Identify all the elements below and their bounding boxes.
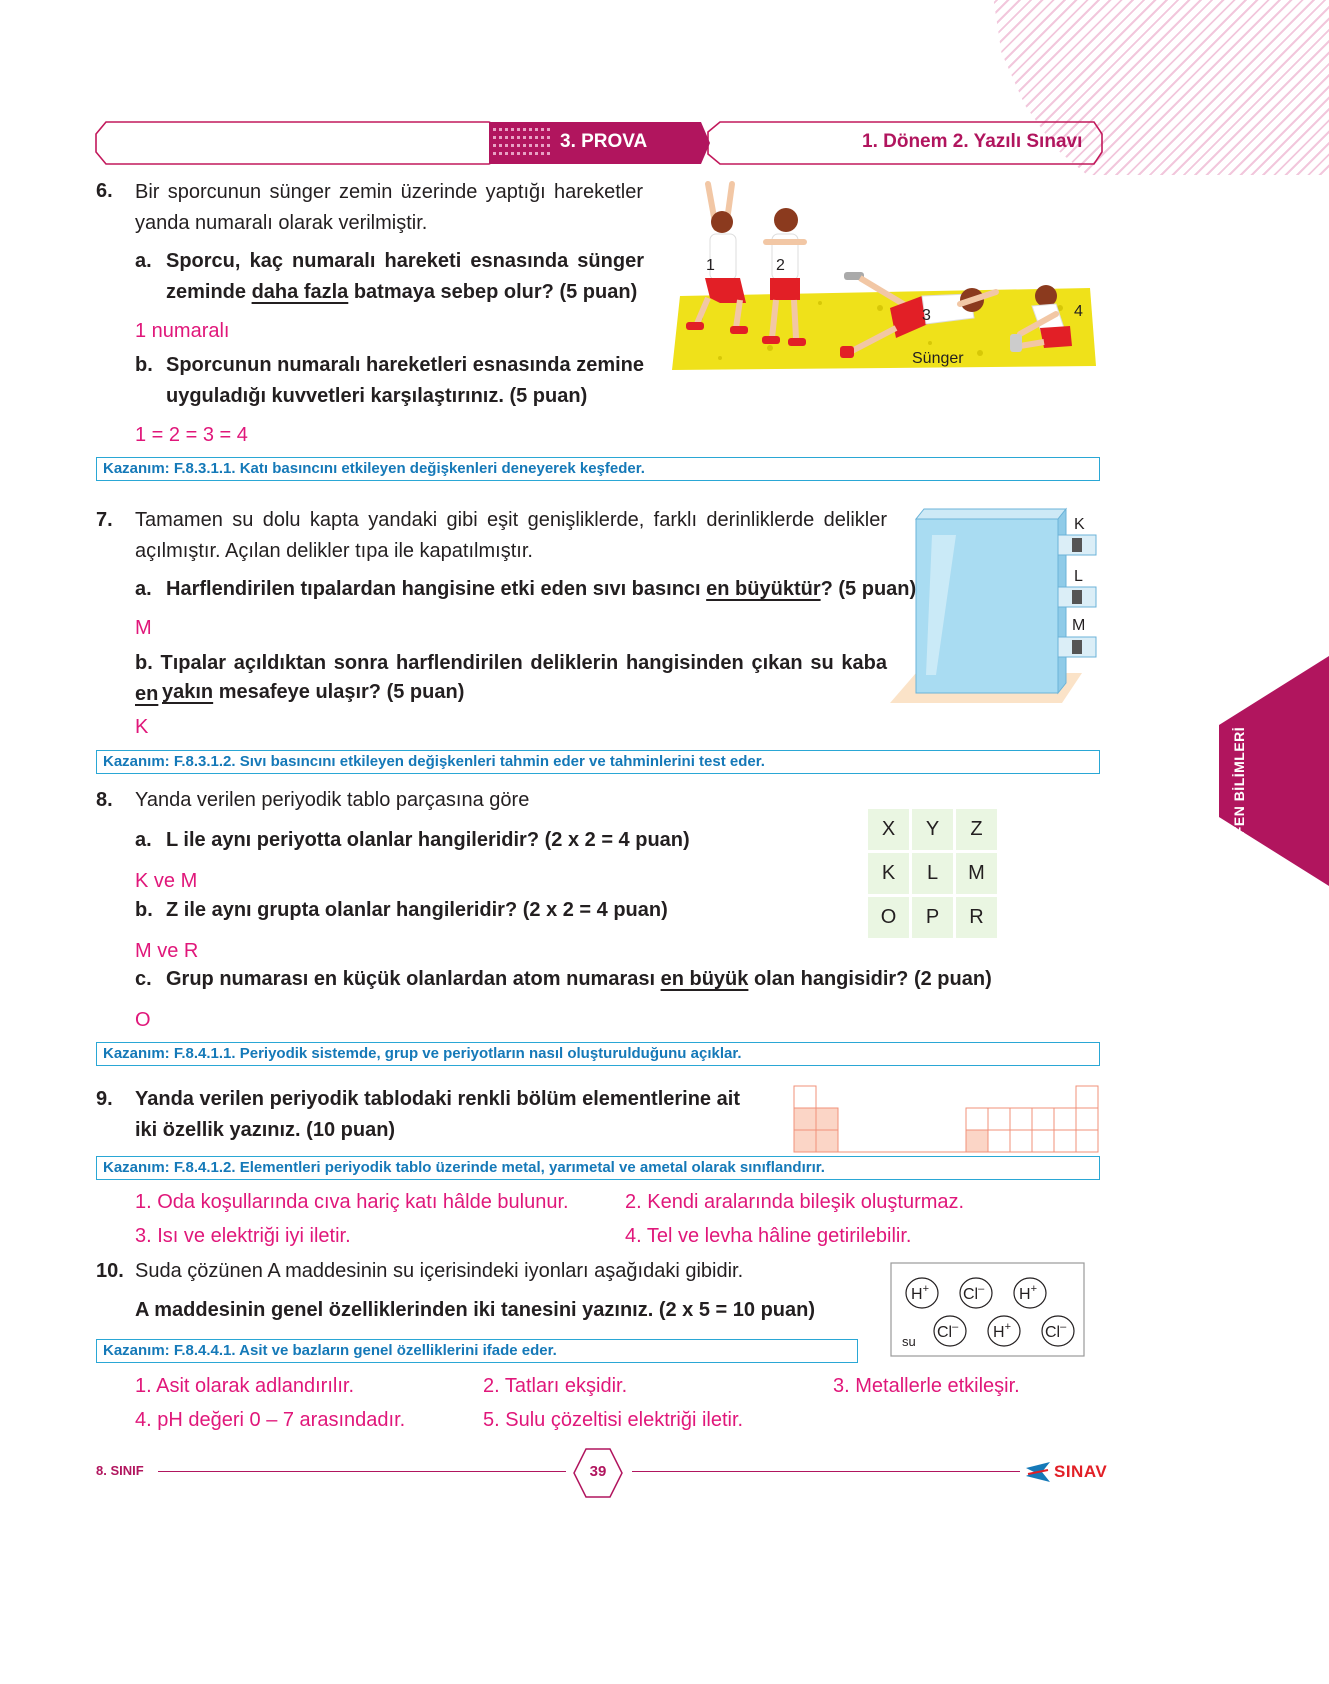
q10-question: A maddesinin genel özelliklerinden iki tanesini yazınız. (2 x 5 = 10 puan) xyxy=(135,1299,816,1321)
q7b-answer: K xyxy=(135,716,149,738)
ion-h-1: H+ xyxy=(911,1283,929,1303)
q8b-letter: b. xyxy=(135,899,153,921)
label-l: L xyxy=(1074,568,1083,585)
q8a-letter: a. xyxy=(135,829,152,851)
subject-tab-label: FEN BİLİMLERİ xyxy=(1230,726,1247,836)
q7b-line1: b. Tıpalar açıldıktan sonra harflendirilen deliklerin hangisinden çıkan su kaba en xyxy=(135,652,887,705)
q8b-text: Z ile aynı grupta olanlar hangileridir? (2 x 2 = 4 puan) xyxy=(166,899,668,921)
stopper-l xyxy=(1058,587,1096,607)
q7a-answer: M xyxy=(135,617,152,639)
ion-diagram xyxy=(890,1262,1086,1358)
q6a-letter: a. xyxy=(135,250,152,272)
q9-answer-2: 2. Kendi aralarında bileşik oluşturmaz. xyxy=(625,1191,965,1213)
stopper-k xyxy=(1058,535,1096,555)
element-x: X xyxy=(868,809,909,850)
q7a-letter: a. xyxy=(135,578,152,600)
q6b-letter: b. xyxy=(135,354,153,376)
q7-text: Tamamen su dolu kapta yandaki gibi eşit genişliklerde, farklı derinliklerde delikler açılmıştır. Açılan delikler tıpa ile kapatılmıştır. xyxy=(135,509,887,562)
prova-label: 3. PROVA xyxy=(560,131,648,152)
stopper-m xyxy=(1058,637,1096,657)
element-y: Y xyxy=(912,809,953,850)
q9-answer-3: 3. Isı ve elektriği iyi iletir. xyxy=(135,1225,351,1247)
ion-cl-3: Cl– xyxy=(1045,1321,1067,1341)
q9-number: 9. xyxy=(96,1088,113,1110)
footer-line-right xyxy=(632,1471,1020,1472)
brand-name: SINAV xyxy=(1054,1462,1108,1481)
q8a-text: L ile aynı periyotta olanlar hangileridir? (2 x 2 = 4 puan) xyxy=(166,829,690,851)
ion-h-3: H+ xyxy=(993,1321,1011,1341)
figure-label-2: 2 xyxy=(776,257,785,274)
q6-kazanim: Kazanım: F.8.3.1.1. Katı basıncını etkileyen değişkenleri deneyerek keşfeder. xyxy=(96,457,1100,481)
q10-answer-2: 2. Tatları ekşidir. xyxy=(483,1375,628,1397)
ion-cl-2: Cl– xyxy=(937,1321,959,1341)
q10-answer-5: 5. Sulu çözeltisi elektriği iletir. xyxy=(483,1409,744,1431)
q10-text: Suda çözünen A maddesinin su içerisindeki iyonları aşağıdaki gibidir. xyxy=(135,1260,744,1282)
periodic-table-fragment xyxy=(865,806,1000,941)
label-m: M xyxy=(1072,617,1086,634)
q6b-answer: 1 = 2 = 3 = 4 xyxy=(135,424,248,446)
element-o: O xyxy=(868,897,909,938)
q8a-answer: K ve M xyxy=(135,870,198,892)
q8-text: Yanda verilen periyodik tablo parçasına göre xyxy=(135,789,530,811)
q10-answer-1: 1. Asit olarak adlandırılır. xyxy=(135,1375,355,1397)
figure-label-1: 1 xyxy=(706,257,715,274)
q7-number: 7. xyxy=(96,509,113,531)
footer-line-left xyxy=(158,1471,566,1472)
q8-number: 8. xyxy=(96,789,113,811)
element-l: L xyxy=(912,853,953,894)
q10-kazanim: Kazanım: F.8.4.4.1. Asit ve bazların genel özelliklerini ifade eder. xyxy=(96,1339,858,1363)
q9-answer-1: 1. Oda koşullarında cıva hariç katı hâlde bulunur. xyxy=(135,1191,569,1213)
q6b-text: Sporcunun numaralı hareketleri esnasında zemine uyguladığı kuvvetleri karşılaştırınız. (5 puan) xyxy=(166,354,644,407)
brand-logo-icon xyxy=(1024,1460,1052,1484)
element-z: Z xyxy=(956,809,997,850)
q8c-letter: c. xyxy=(135,968,152,990)
q6-text: Bir sporcunun sünger zemin üzerinde yaptığı hareketler yanda numaralı olarak verilmiştir. xyxy=(135,181,643,234)
ion-cl-1: Cl– xyxy=(963,1283,985,1303)
water-label: su xyxy=(902,1334,916,1349)
q9-kazanim: Kazanım: F.8.4.1.2. Elementleri periyodik tablo üzerinde metal, yarımetal ve ametal olarak sınıflandırır. xyxy=(96,1156,1100,1180)
figure-label-3: 3 xyxy=(922,307,931,324)
q9-answer-4: 4. Tel ve levha hâline getirilebilir. xyxy=(625,1225,912,1247)
q6a-answer: 1 numaralı xyxy=(135,320,230,342)
q8c-answer: O xyxy=(135,1009,151,1031)
footer-grade: 8. SINIF xyxy=(96,1463,144,1478)
ion-h-2: H+ xyxy=(1019,1283,1037,1303)
q8c-text: Grup numarası en küçük olanlardan atom numarası en büyük olan hangisidir? (2 puan) xyxy=(166,968,992,990)
q6-number: 6. xyxy=(96,180,113,202)
q7-kazanim: Kazanım: F.8.3.1.2. Sıvı basıncını etkileyen değişkenleri tahmin eder ve tahminlerini test eder. xyxy=(96,750,1100,774)
q7b-line2: yakın mesafeye ulaşır? (5 puan) xyxy=(162,681,465,703)
q10-number: 10. xyxy=(96,1260,124,1282)
sponge-label: Sünger xyxy=(912,350,964,367)
element-r: R xyxy=(956,897,997,938)
label-k: K xyxy=(1074,516,1085,533)
periodic-table-outline xyxy=(792,1084,1102,1154)
athlete-figure xyxy=(660,178,1100,378)
exam-title: 1. Dönem 2. Yazılı Sınavı xyxy=(862,131,1083,152)
q6a-text: Sporcu, kaç numaralı hareketi esnasında sünger zeminde daha fazla batmaya sebep olur? (5 puan) xyxy=(166,250,644,303)
q8b-answer: M ve R xyxy=(135,940,199,962)
element-k: K xyxy=(868,853,909,894)
water-container-figure xyxy=(886,505,1106,710)
element-m: M xyxy=(956,853,997,894)
q10-answer-3: 3. Metallerle etkileşir. xyxy=(833,1375,1020,1397)
q9-text: Yanda verilen periyodik tablodaki renkli bölüm elementlerine ait iki özellik yazınız. (10 puan) xyxy=(135,1088,740,1141)
q10-answer-4: 4. pH değeri 0 – 7 arasındadır. xyxy=(135,1409,406,1431)
q7a-text: Harflendirilen tıpalardan hangisine etki eden sıvı basıncı en büyüktür? (5 puan) xyxy=(166,578,917,600)
q8-kazanim: Kazanım: F.8.4.1.1. Periyodik sistemde, grup ve periyotların nasıl oluşturulduğunu açıklar. xyxy=(96,1042,1100,1066)
element-p: P xyxy=(912,897,953,938)
page-number: 39 xyxy=(589,1463,607,1480)
figure-label-4: 4 xyxy=(1074,303,1083,320)
